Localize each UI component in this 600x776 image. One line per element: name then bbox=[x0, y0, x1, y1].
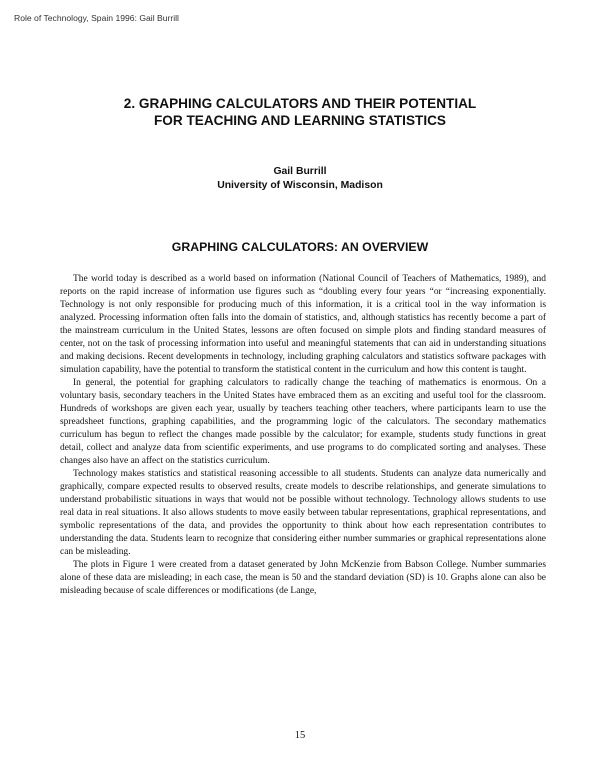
title-line-1: 2. GRAPHING CALCULATORS AND THEIR POTENTIAL bbox=[123, 96, 477, 111]
paragraph-3: Technology makes statistics and statistical reasoning accessible to all students. Students can analyze data numerically and graphically, compare expected results to observed results, create models to describe relationships, and generate simulations to understand probabilistic situations in ways that would not be possible without technology. Technology allows students to use real data in real situations. It also allows students to move easily between tabular representations, graphical representations, and symbolic representations of the data, and provides the opportunity to think about how each representation contributes to understanding the data. Students learn to recognize that considering either number summaries or graphical representations alone can be misleading. bbox=[60, 469, 546, 557]
section-heading: GRAPHING CALCULATORS: AN OVERVIEW bbox=[171, 240, 429, 254]
author-affiliation: University of Wisconsin, Madison bbox=[217, 180, 383, 191]
body-text bbox=[60, 273, 546, 598]
paragraph-2: In general, the potential for graphing calculators to radically change the teaching of mathematics is enormous. On a voluntary basis, secondary teachers in the United States have embraced them as an exciting and useful tool for the classroom. Hundreds of workshops are given each year, usually by teachers teaching other teachers, where participants learn to use the spreadsheet functions, graphing capabilities, and the programming logic of the calculators. The secondary mathematics curriculum has begun to reflect the changes made possible by the calculator; for example, students study functions in great detail, collect and analyze data from scientific experiments, and use programs to do complicated sorting and analyses. These changes also have an affect on the statistics curriculum. bbox=[60, 378, 546, 466]
title-line-2: FOR TEACHING AND LEARNING STATISTICS bbox=[153, 112, 446, 128]
paragraph-4: The plots in Figure 1 were created from a dataset generated by John McKenzie from Babson College. Number summaries alone of these data are misleading; in each case, the mean is 50 and the standard deviation (SD) is 10. Graphs alone can also be misleading because of scale differences or modifications (de Lange, bbox=[60, 560, 546, 596]
paragraph-1: The world today is described as a world based on information (National Council of Teachers of Mathematics, 1989), and reports on the rapid increase of information use figures such as “doubling every four years “or “increasing exponentially. Technology is not only responsible for producing much of this information, it is a critical tool in the way information is analyzed. Processing information often falls into the domain of statistics, and, although statistics has recently become a part of the mainstream curriculum in the United States, lessons are often focused on simple plots and finding standard measures of center, not on the task of processing information into useful and meaningful statements that can aid in understanding situations and making decisions. Recent developments in technology, including graphing calculators and statistics software packages with simulation capability, have the potential to transform the statistical content in the curriculum and how this content is taught. bbox=[60, 274, 546, 375]
author-name: Gail Burrill bbox=[273, 166, 327, 177]
paper-title bbox=[60, 96, 540, 129]
running-header: Role of Technology, Spain 1996: Gail Burrill bbox=[14, 13, 179, 23]
author-block bbox=[60, 165, 540, 193]
page-number: 15 bbox=[294, 730, 306, 741]
